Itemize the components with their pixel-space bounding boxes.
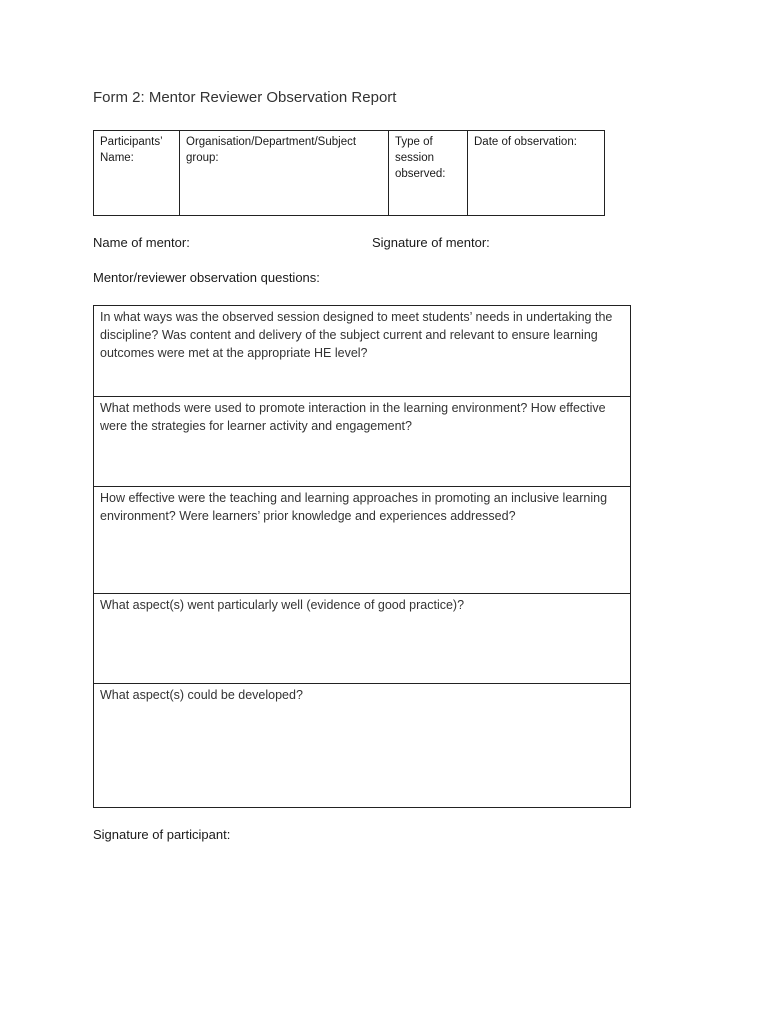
participant-signature-label: Signature of participant: xyxy=(93,827,231,842)
questions-heading: Mentor/reviewer observation questions: xyxy=(93,270,320,285)
session-type-cell[interactable]: Type of session observed: xyxy=(389,131,468,216)
question-cell[interactable]: In what ways was the observed session designed to meet students’ needs in undertaking the discipline? Was content and delivery of the subject current and relevant to ensure learning outcomes were met at the appropriate HE level? xyxy=(100,310,613,360)
mentor-name-label: Name of mentor: xyxy=(93,235,190,250)
question-cell[interactable]: What methods were used to promote interaction in the learning environment? How effective were the strategies for learner activity and engagement? xyxy=(94,396,630,486)
form-title: Form 2: Mentor Reviewer Observation Report xyxy=(93,89,397,106)
observation-info-table xyxy=(93,130,605,216)
observation-date-cell[interactable]: Date of observation: xyxy=(468,131,605,216)
organisation-cell[interactable]: Organisation/Department/Subject group: xyxy=(180,131,389,216)
info-table-row xyxy=(94,131,605,216)
question-cell[interactable]: How effective were the teaching and learning approaches in promoting an inclusive learning environment? Were learners’ prior knowledge and experiences addressed? xyxy=(94,486,630,593)
question-cell[interactable]: What aspect(s) went particularly well (evidence of good practice)? xyxy=(94,593,630,683)
mentor-signature-label: Signature of mentor: xyxy=(372,235,490,250)
questions-table xyxy=(93,305,631,808)
participants-name-cell[interactable]: Participants’ Name: xyxy=(94,131,180,216)
question-cell[interactable]: What aspect(s) could be developed? xyxy=(94,683,630,807)
